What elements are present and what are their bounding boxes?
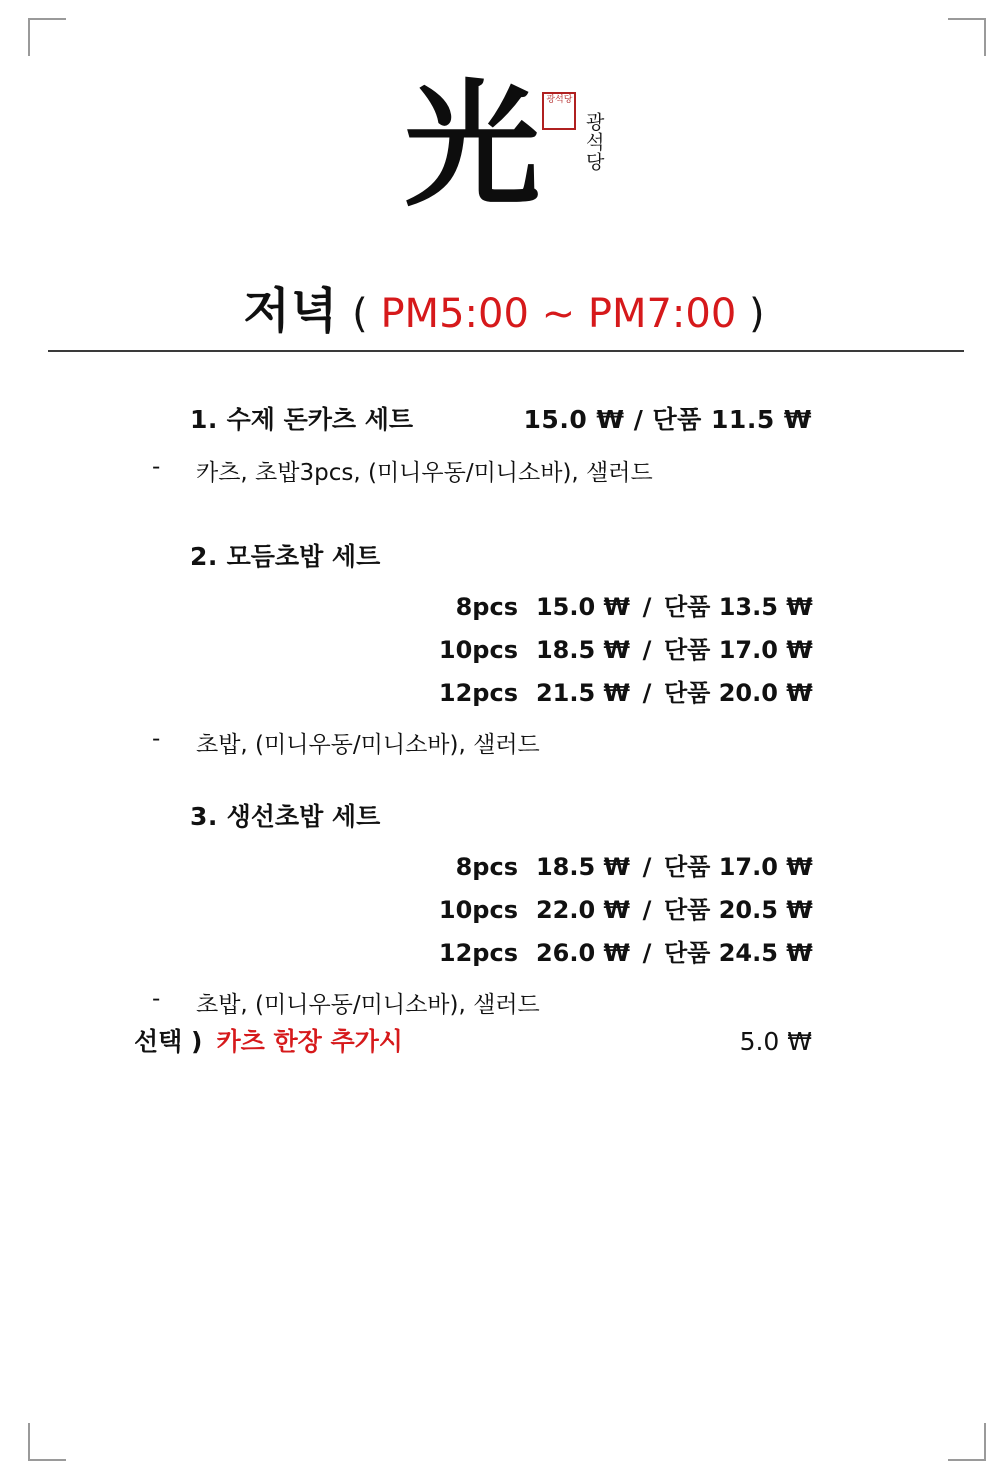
option-name: 카츠 한장 추가시 [216,1027,403,1056]
tier-pieces: 8pcs [455,853,518,881]
logo-side-text: 광석당 [582,112,605,172]
logo-seal-icon: 광석당 [542,92,576,130]
menu-item-number: 2. [190,542,218,571]
price-tier-row [430,847,1008,882]
crop-mark-top-right [948,18,986,56]
menu-item-name: 생선초밥 세트 [226,802,381,831]
option-row [0,1022,1008,1058]
option-price: 5.0 ₩ [739,1027,812,1056]
spacer [0,763,1008,797]
tier-separator: / [642,853,652,881]
tier-pieces: 10pcs [438,896,518,924]
menu-item-price: 15.0 ₩ / 단품 11.5 ₩ [523,405,812,434]
tier-single-price: 단품 13.5 ₩ [664,593,813,621]
title-main-text: 저녁 [243,283,339,339]
menu-item-header [0,537,1008,573]
title-hours [352,291,765,337]
logo-character: 光 [404,66,539,226]
menu-item-number: 3. [190,802,218,831]
menu-item-description: 초밥, (미니우동/미니소바), 샐러드 [196,992,540,1018]
crop-mark-top-left [28,18,66,56]
menu-item-name: 모듬초밥 세트 [226,542,381,571]
tier-separator: / [642,636,652,664]
price-tier-table [430,587,1008,708]
menu-item [0,537,1008,759]
option-label: 선택 ) [134,1027,203,1056]
header-divider [48,350,964,352]
page-title [0,272,1008,341]
title-open-paren: ( [352,291,368,337]
crop-mark-bottom-right [948,1423,986,1461]
bullet-dash: - [152,454,161,480]
tier-set-price: 15.0 ₩ [535,593,630,621]
tier-separator: / [642,896,652,924]
tier-single-price: 단품 17.0 ₩ [664,853,813,881]
price-tier-row [430,630,1008,665]
menu-list [0,400,1008,1023]
menu-item-description: 카츠, 초밥3pcs, (미니우동/미니소바), 샐러드 [196,460,653,486]
title-hours-text: PM5:00 ~ PM7:00 [380,291,737,337]
menu-item [0,797,1008,1019]
tier-single-price: 단품 20.0 ₩ [664,679,813,707]
bullet-dash: - [152,726,161,752]
tier-separator: / [642,593,652,621]
tier-single-price: 단품 20.5 ₩ [664,896,813,924]
tier-set-price: 18.5 ₩ [535,853,630,881]
restaurant-logo [0,66,1008,226]
price-tier-table [430,847,1008,968]
menu-item-description-row [0,726,1008,759]
menu-item-description: 초밥, (미니우동/미니소바), 샐러드 [196,732,540,758]
menu-item-name: 수제 돈카츠 세트 [226,405,414,434]
menu-item [0,400,1008,487]
tier-pieces: 12pcs [438,679,518,707]
menu-item-description-row [0,454,1008,487]
menu-item-header [0,400,1008,436]
spacer [0,491,1008,537]
tier-separator: / [642,679,652,707]
logo-block [404,66,605,226]
tier-set-price: 22.0 ₩ [535,896,630,924]
bullet-dash: - [152,986,161,1012]
tier-pieces: 8pcs [455,593,518,621]
menu-item-description-row [0,986,1008,1019]
menu-item-number: 1. [190,405,218,434]
crop-mark-bottom-left [28,1423,66,1461]
price-tier-row [430,673,1008,708]
tier-pieces: 10pcs [438,636,518,664]
tier-set-price: 21.5 ₩ [535,679,630,707]
tier-separator: / [642,939,652,967]
tier-single-price: 단품 17.0 ₩ [664,636,813,664]
tier-pieces: 12pcs [438,939,518,967]
title-close-paren: ) [749,291,765,337]
price-tier-row [430,890,1008,925]
tier-set-price: 18.5 ₩ [535,636,630,664]
price-tier-row [430,587,1008,622]
menu-item-header [0,797,1008,833]
tier-set-price: 26.0 ₩ [535,939,630,967]
tier-single-price: 단품 24.5 ₩ [664,939,813,967]
price-tier-row [430,933,1008,968]
